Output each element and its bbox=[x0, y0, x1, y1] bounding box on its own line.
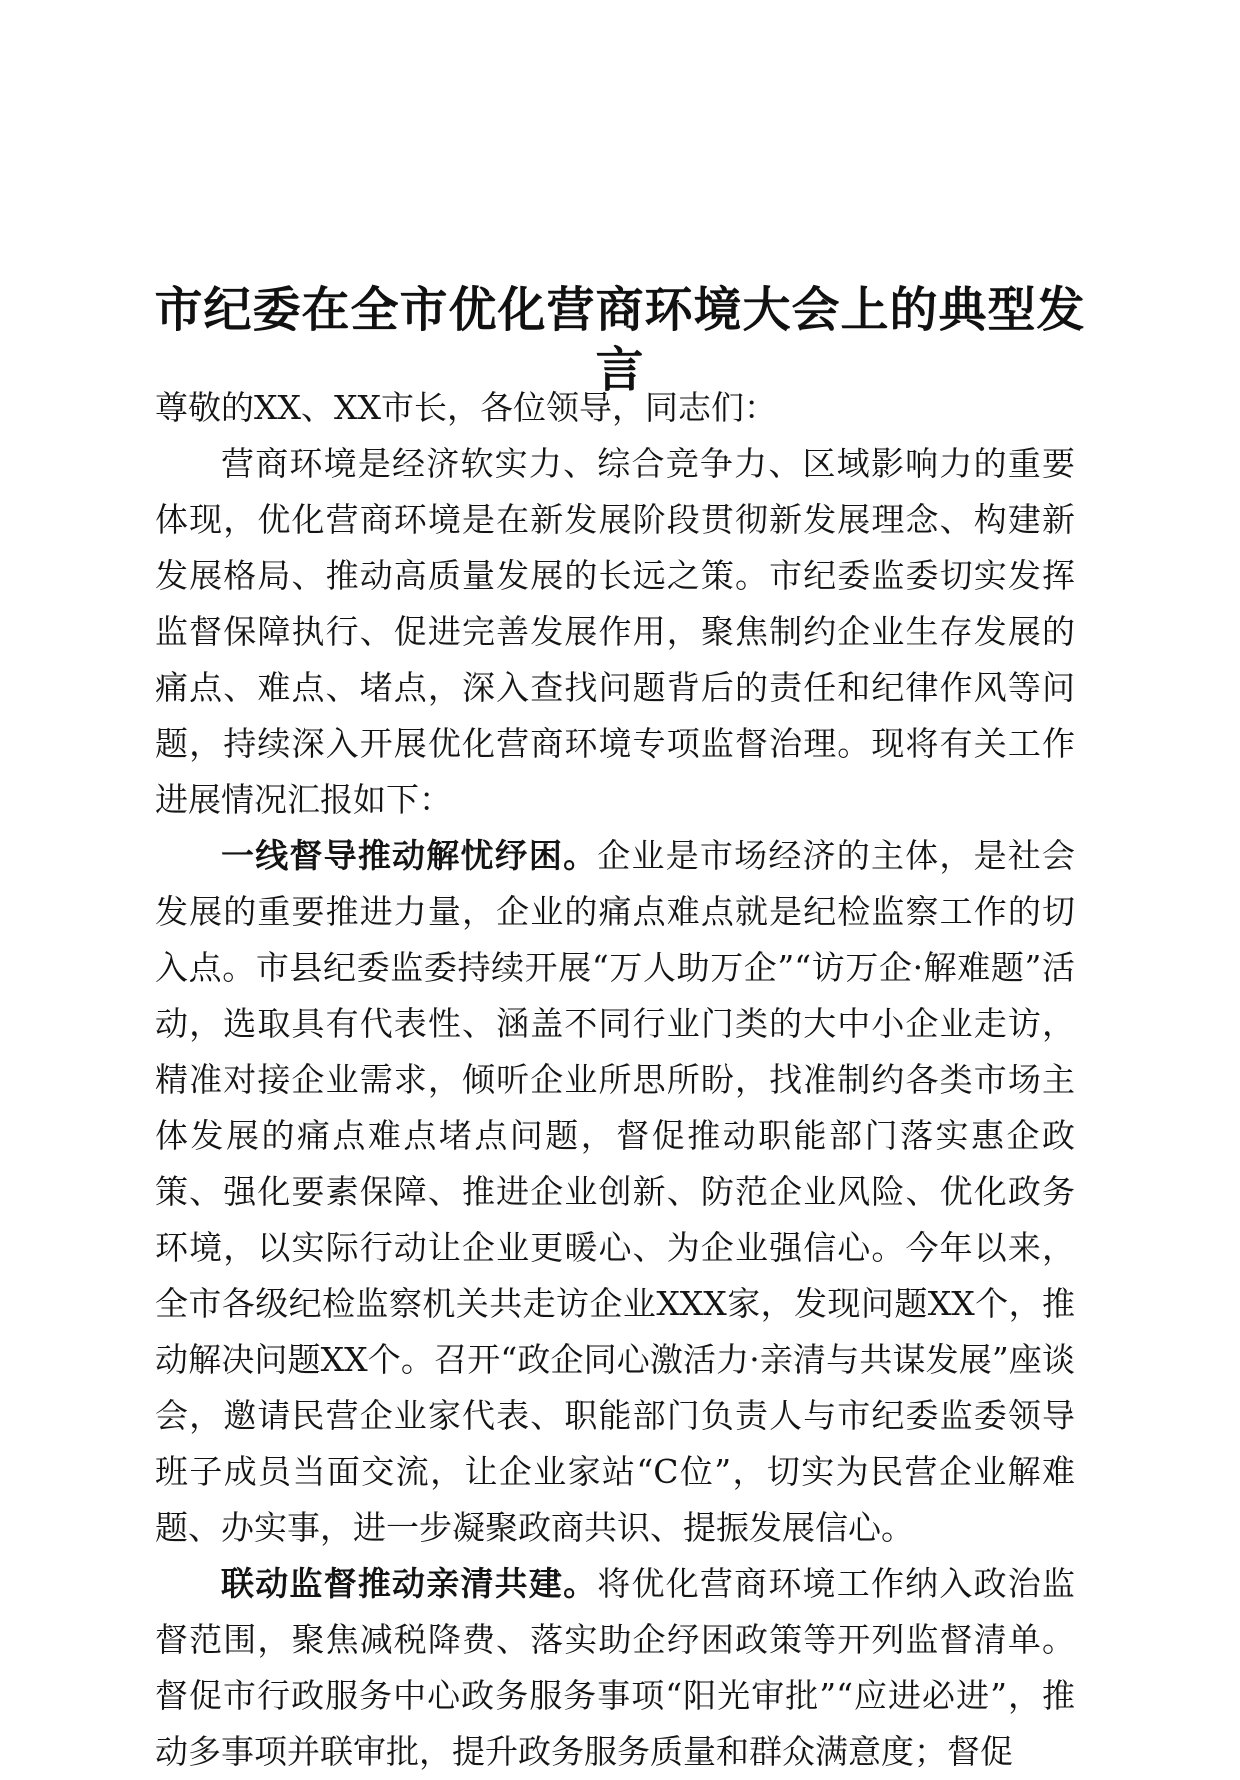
section-paragraph-2 bbox=[155, 1556, 1075, 1780]
section-heading-2: 联动监督推动亲清共建。 bbox=[221, 1564, 598, 1603]
document-body bbox=[155, 380, 1075, 1780]
section-paragraph-1 bbox=[155, 828, 1075, 1556]
section-text-1: 企业是市场经济的主体，是社会发展的重要推进力量，企业的痛点难点就是纪检监察工作的切入点。市县纪委监委持续开展“万人助万企”“访万企·解难题”活动，选取具有代表性、涵盖不同行业门类的大中小企业走访，精准对接企业需求，倾听企业所思所盼，找准制约各类市场主体发展的痛点难点堵点问题，督促推动职能部门落实惠企政策、强化要素保障、推进企业创新、防范企业风险、优化政务环境，以实际行动让企业更暖心、为企业强信心。今年以来，全市各级纪检监察机关共走访企业XXX家，发现问题XX个，推动解决问题XX个。召开“政企同心激活力·亲清与共谋发展”座谈会，邀请民营企业家代表、职能部门负责人与市纪委监委领导班子成员当面交流，让企业家站“C位”，切实为民营企业解难题、办实事，进一步凝聚政商共识、提振发展信心。 bbox=[155, 836, 1076, 1547]
intro-paragraph bbox=[155, 436, 1075, 828]
intro-paragraph-text: 营商环境是经济软实力、综合竞争力、区域影响力的重要体现，优化营商环境是在新发展阶段贯彻新发展理念、构建新发展格局、推动高质量发展的长远之策。市纪委监委切实发挥监督保障执行、促进完善发展作用，聚焦制约企业生存发展的痛点、难点、堵点，深入查找问题背后的责任和纪律作风等问题，持续深入开展优化营商环境专项监督治理。现将有关工作进展情况汇报如下： bbox=[155, 444, 1075, 819]
section-heading-1: 一线督导推动解忧纾困。 bbox=[221, 836, 598, 875]
salutation: 尊敬的XX、XX市长，各位领导，同志们： bbox=[155, 388, 777, 427]
document-title: 市纪委在全市优化营商环境大会上的典型发言 bbox=[154, 282, 1086, 399]
section-text-2: 将优化营商环境工作纳入政治监督范围，聚焦减税降费、落实助企纾困政策等开列监督清单。督促市行政服务中心政务服务事项“阳光审批”“应进必进”，推动多事项并联审批，提升政务服务质量和群众满意度；督促 bbox=[155, 1564, 1076, 1771]
